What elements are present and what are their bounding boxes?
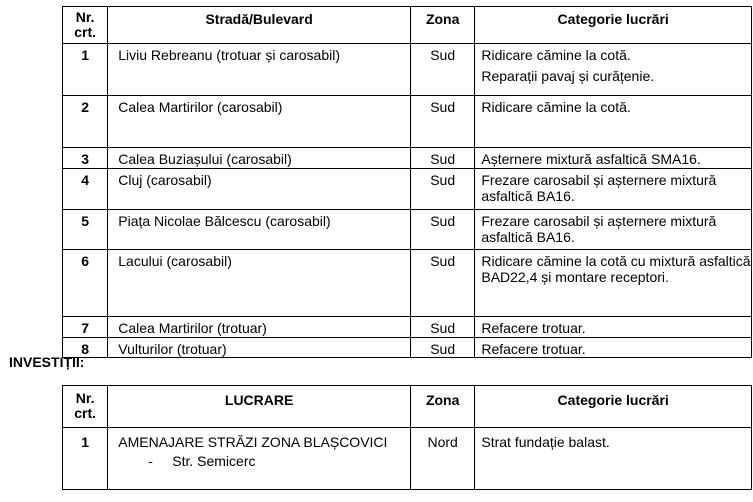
category-cell: Refacere trotuar. xyxy=(475,317,752,338)
table-row xyxy=(63,428,752,490)
street-cell: Piața Nicolae Bălcescu (carosabil) xyxy=(108,210,411,250)
street-cell: Calea Buziașului (carosabil) xyxy=(108,148,411,169)
category-cell: Frezare carosabil și așternere mixtură asfaltică BA16. xyxy=(475,210,752,250)
street-cell: Lacului (carosabil) xyxy=(108,250,411,317)
header-row xyxy=(63,386,752,428)
table-row xyxy=(63,44,752,96)
street-cell: Vulturilor (trotuar) xyxy=(108,338,411,358)
category-cell: Strat fundație balast. xyxy=(475,428,752,490)
row-number: 3 xyxy=(63,148,108,169)
zone-cell: Sud xyxy=(411,96,475,148)
sub-item-label: Str. Semicerc xyxy=(172,453,256,469)
row-number: 7 xyxy=(63,317,108,338)
row-number: 2 xyxy=(63,96,108,148)
zone-cell: Sud xyxy=(411,250,475,317)
row-number: 8 xyxy=(63,338,108,358)
street-cell: Calea Martirilor (carosabil) xyxy=(108,96,411,148)
list-dash: - xyxy=(148,453,153,469)
category-line: Reparații pavaj și curățenie. xyxy=(481,68,655,84)
zone-cell: Sud xyxy=(411,338,475,358)
zone-cell: Sud xyxy=(411,44,475,96)
work-title: AMENAJARE STRĂZI ZONA BLAȘCOVICI xyxy=(118,434,388,450)
header-row xyxy=(63,7,752,44)
zone-cell: Sud xyxy=(411,210,475,250)
table-row xyxy=(63,96,752,148)
header-street: Stradă/Bulevard xyxy=(108,7,411,44)
row-number: 5 xyxy=(63,210,108,250)
category-cell: Așternere mixtură asfaltică SMA16. xyxy=(475,148,752,169)
section-heading: INVESTIȚII: xyxy=(9,354,85,370)
table-row xyxy=(63,210,752,250)
row-number: 1 xyxy=(63,44,108,96)
category-cell: Refacere trotuar. xyxy=(475,338,752,358)
header-zone: Zona xyxy=(411,7,475,44)
zone-cell: Sud xyxy=(411,148,475,169)
header-category: Categorie lucrări xyxy=(475,7,752,44)
category-cell: Ridicare cămine la cotă cu mixtură asfaltică BAD22,4 și montare receptori. xyxy=(475,250,752,317)
street-cell: Liviu Rebreanu (trotuar și carosabil) xyxy=(108,44,411,96)
zone-cell: Sud xyxy=(411,169,475,210)
category-cell: Ridicare cămine la cotă. xyxy=(475,96,752,148)
category-line: Ridicare cămine la cotă. xyxy=(481,47,631,63)
zone-cell: Nord xyxy=(411,428,475,490)
category-cell xyxy=(475,44,752,96)
investments-table xyxy=(62,385,752,490)
row-number: 4 xyxy=(63,169,108,210)
zone-cell: Sud xyxy=(411,317,475,338)
header-nr: Nr. crt. xyxy=(63,386,108,428)
row-number: 6 xyxy=(63,250,108,317)
table-row xyxy=(63,148,752,169)
work-cell xyxy=(108,428,411,490)
header-nr: Nr. crt. xyxy=(63,7,108,44)
table-row xyxy=(63,317,752,338)
category-cell: Frezare carosabil și așternere mixtură asfaltică BA16. xyxy=(475,169,752,210)
table-row xyxy=(63,338,752,358)
street-cell: Calea Martirilor (trotuar) xyxy=(108,317,411,338)
header-zone: Zona xyxy=(411,386,475,428)
street-cell: Cluj (carosabil) xyxy=(108,169,411,210)
table-row xyxy=(63,169,752,210)
table-row xyxy=(63,250,752,317)
work-sub-item xyxy=(118,453,410,469)
works-table xyxy=(62,6,752,358)
row-number: 1 xyxy=(63,428,108,490)
header-category: Categorie lucrări xyxy=(475,386,752,428)
header-work: LUCRARE xyxy=(108,386,411,428)
